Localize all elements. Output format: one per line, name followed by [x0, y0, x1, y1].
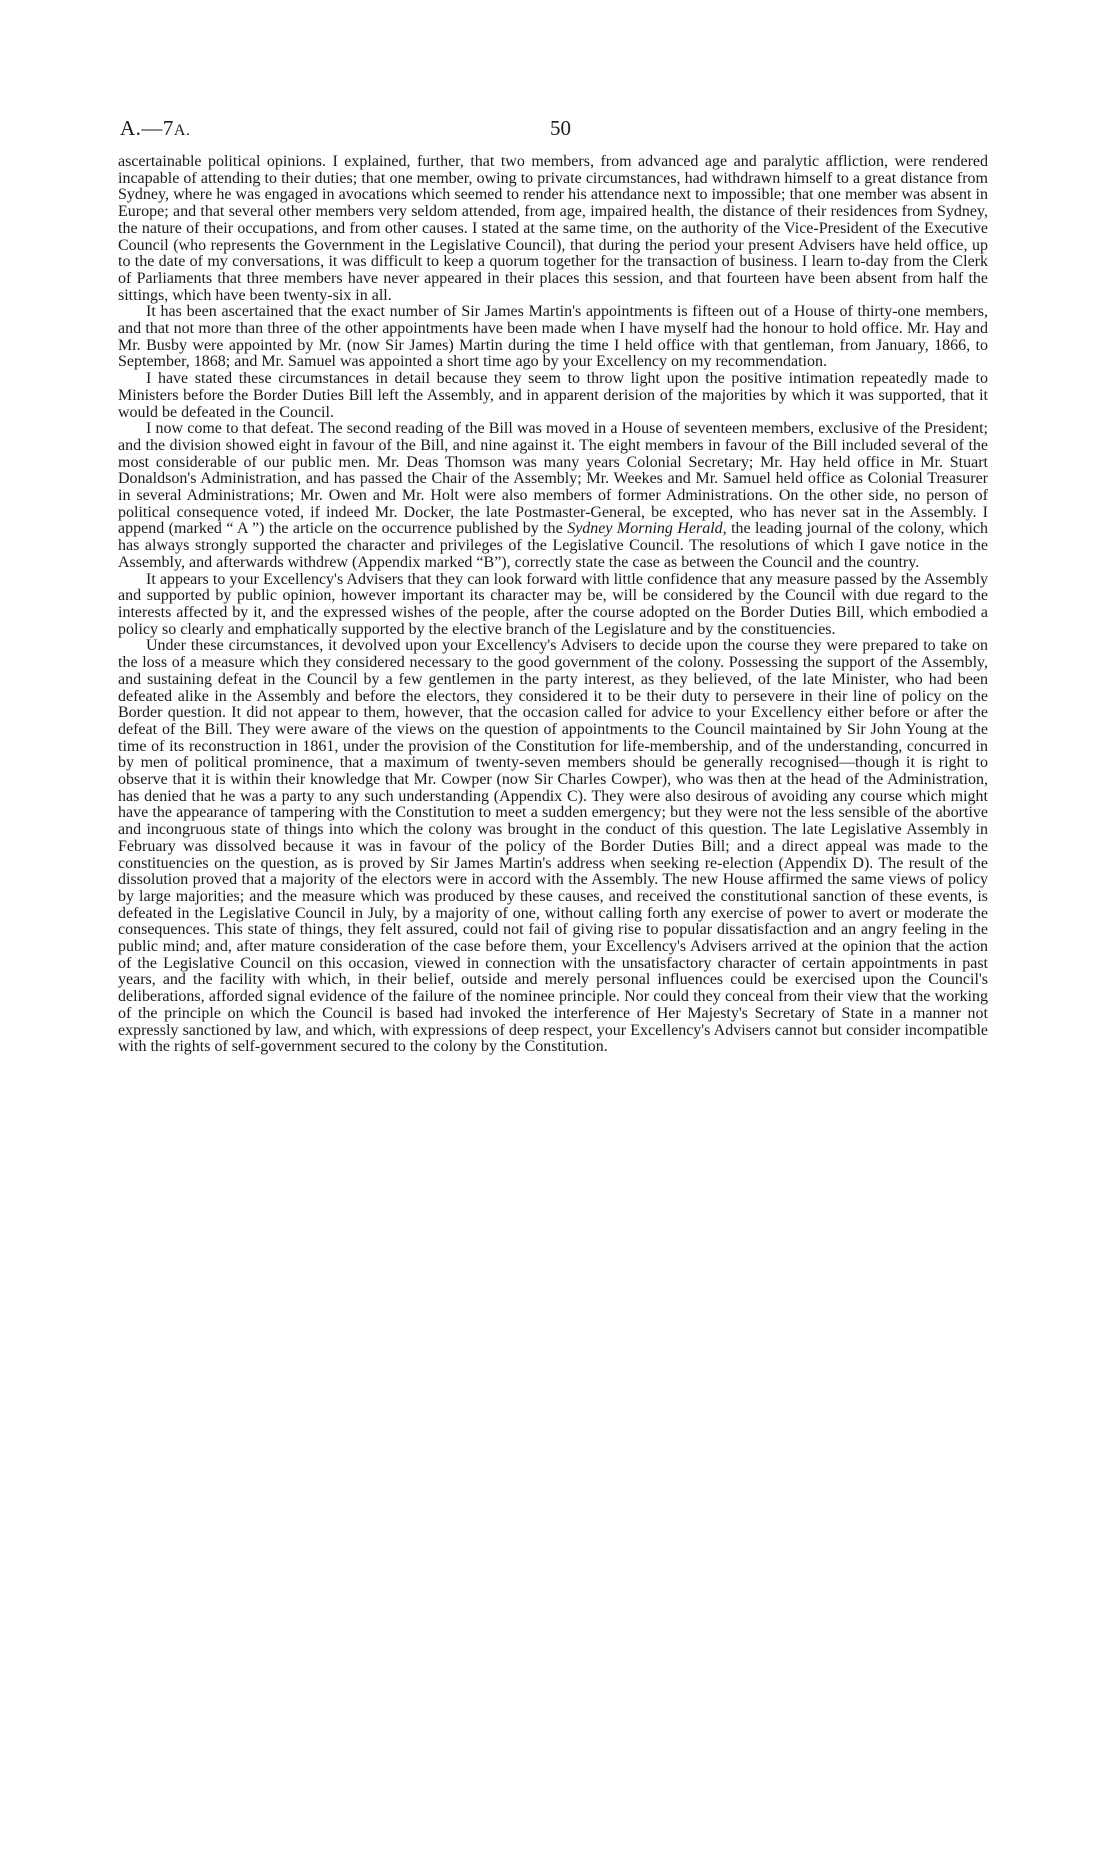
- document-page: [118, 116, 988, 1056]
- paragraph: Under these circumstances, it devolved upon your Excellency's Advisers to decide upon the course they were prepared to take on the loss of a measure which they considered necessary to the good government of the colony. Possessing the support of the Assembly, and sustaining defeat in the Council by a few gentlemen in the party interest, as they believed, of the late Minister, who had been defeated alike in the Assembly and before the electors, they considered it to be their duty to persevere in their line of policy on the Border question. It did not appear to them, however, that the occasion called for advice to your Excellency either before or after the defeat of the Bill. They were aware of the views on the question of appointments to the Council maintained by Sir John Young at the time of its reconstruction in 1861, under the provision of the Constitution for life-membership, and of the understanding, concurred in by men of political prominence, that a maximum of twenty-seven members should be generally recognised—though it is right to observe that it is within their knowledge that Mr. Cowper (now Sir Charles Cowper), who was then at the head of the Administration, has denied that he was a party to any such understanding (Appendix C). They were also desirous of avoiding any course which might have the appearance of tampering with the Constitution to meet a sudden emergency; but they were not the less sensible of the abortive and incongruous state of things into which the colony was brought in the conduct of this question. The late Legislative Assembly in February was dissolved because it was in favour of the policy of the Border Duties Bill; and a direct appeal was made to the constituencies on the question, as is proved by Sir James Martin's address when seeking re-election (Appendix D). The result of the dissolution proved that a majority of the electors were in accord with the Assembly. The new House affirmed the same views of policy by large majorities; and the measure which was produced by these causes, and received the constitutional sanction of these events, is defeated in the Legislative Council in July, by a majority of one, without calling forth any exercise of power to avert or moderate the consequences. This state of things, they felt assured, could not fail of giving rise to popular dissatisfaction and an angry feeling in the public mind; and, after mature consideration of the case before them, your Excellency's Advisers arrived at the opinion that the action of the Legislative Council on this occasion, viewed in connection with the unsatisfactory character of certain appointments in past years, and the facility with which, in their belief, outside and merely personal influences could be exercised upon the Council's deliberations, afforded signal evidence of the failure of the nominee principle. Nor could they conceal from their view that the working of the principle on which the Council is based had invoked the interference of Her Majesty's Secretary of State in a manner not expressly sanctioned by law, and which, with expressions of deep respect, your Excellency's Advisers cannot but consider incompatible with the rights of self-government secured to the colony by the Constitution.: [118, 637, 988, 1056]
- document-id-prefix: A.—7: [120, 116, 174, 140]
- paragraph: I have stated these circumstances in detail because they seem to throw light upon the positive intimation repeatedly made to Ministers before the Border Duties Bill left the Assembly, and in apparent derision of the majorities by which it was supported, that it would be defeated in the Council.: [118, 370, 988, 421]
- paragraph: It appears to your Excellency's Advisers that they can look forward with little confidence that any measure passed by the Assembly and supported by public opinion, however important its character may be, will be considered by the Council with due regard to the interests affected by it, and the expressed wishes of the people, after the course adopted on the Border Duties Bill, which embodied a policy so clearly and emphatically supported by the elective branch of the Legislature and by the constituencies.: [118, 570, 988, 638]
- page-header: [118, 116, 988, 150]
- document-id: [120, 116, 190, 141]
- page-number: 50: [550, 116, 571, 140]
- document-id-suffix: A.: [173, 122, 191, 139]
- paragraph: I now come to that defeat. The second reading of the Bill was moved in a House of seventeen members, exclusive of the President; and the division showed eight in favour of the Bill, and nine against it. The eight members in favour of the Bill included several of the most considerable of our public men. Mr. Deas Thomson was many years Colonial Secretary; Mr. Hay held office in Mr. Stuart Donaldson's Administration, and has passed the Chair of the Assembly; Mr. Weekes and Mr. Samuel held office as Colonial Treasurer in several Administrations; Mr. Owen and Mr. Holt were also members of former Administrations. On the other side, no person of political consequence voted, if indeed Mr. Docker, the late Postmaster-General, be excepted, who has never sat in the Assembly. I append (marked “ A ”) the article on the occurrence published by the Sydney Morning Herald, the leading journal of the colony, which has always strongly supported the character and privileges of the Legislative Council. The resolutions of which I gave notice in the Assembly, and afterwards withdrew (Appendix marked “B”), correctly state the case as between the Council and the country.: [118, 420, 988, 571]
- body-text: [118, 154, 988, 1056]
- newspaper-title: Sydney Morning Herald: [567, 520, 723, 538]
- paragraph: It has been ascertained that the exact number of Sir James Martin's appointments is fifteen out of a House of thirty-one members, and that not more than three of the other appointments have been made when I have myself had the honour to hold office. Mr. Hay and Mr. Busby were appointed by Mr. (now Sir James) Martin during the time I held office with that gentleman, from January, 1866, to September, 1868; and Mr. Samuel was appointed a short time ago by your Excellency on my recommendation.: [118, 303, 988, 371]
- paragraph: ascertainable political opinions. I explained, further, that two members, from advanced age and paralytic affliction, were rendered incapable of attending to their duties; that one member, owing to private circumstances, had withdrawn himself to a great distance from Sydney, where he was engaged in avocations which seemed to render his attendance next to impossible; that one member was absent in Europe; and that several other members very seldom attended, from age, impaired health, the distance of their residences from Sydney, the nature of their occupations, and from other causes. I stated at the same time, on the authority of the Vice-President of the Executive Council (who represents the Government in the Legislative Council), that during the period your present Advisers have held office, up to the date of my conversations, it was difficult to keep a quorum together for the transaction of business. I learn to-day from the Clerk of Parliaments that three members have never appeared in their places this session, and that fourteen have been absent from half the sittings, which have been twenty-six in all.: [118, 153, 988, 304]
